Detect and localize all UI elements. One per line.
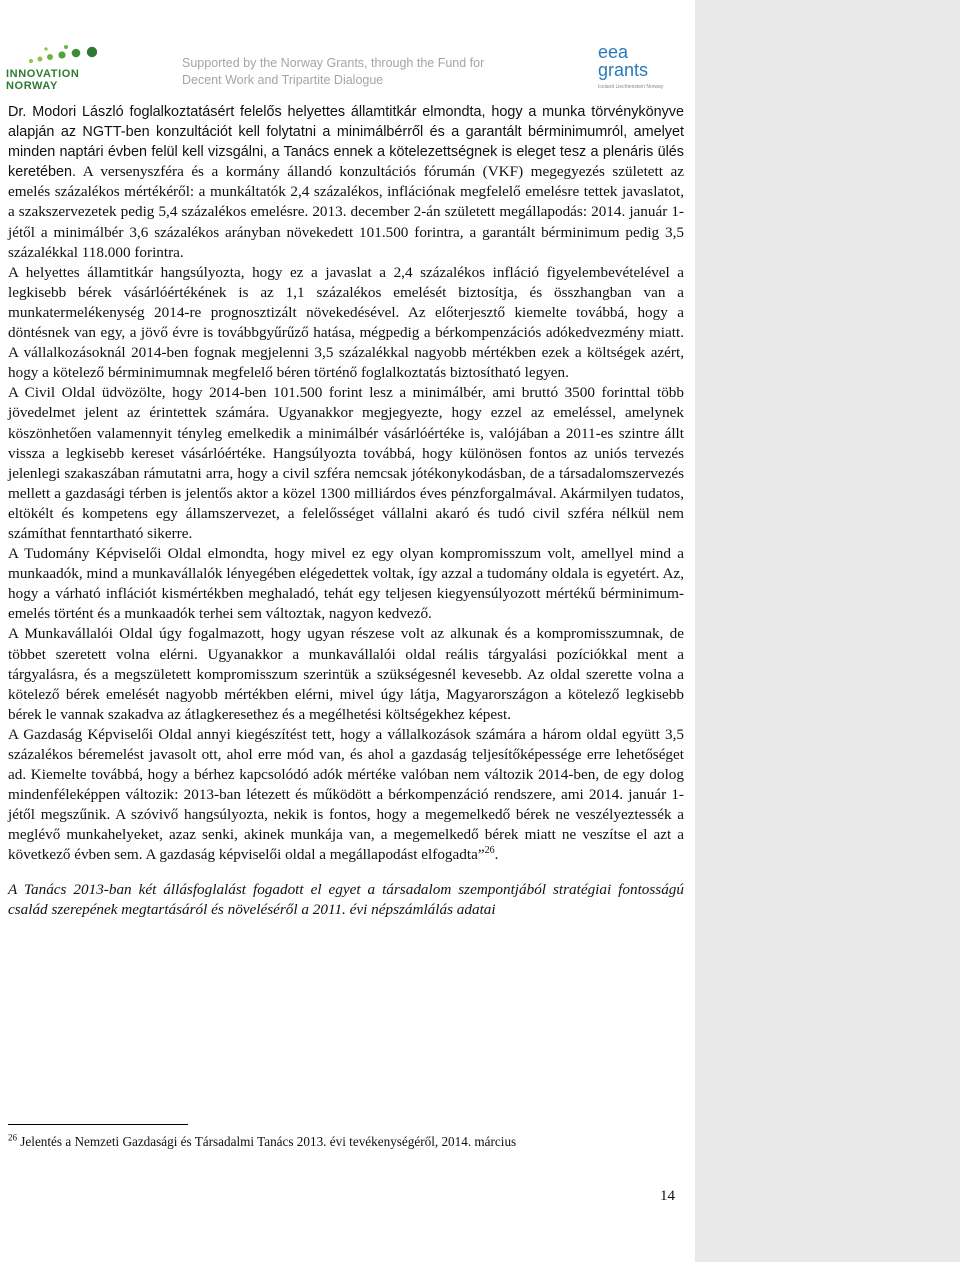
footnote-text: Jelentés a Nemzeti Gazdasági és Társadalmi Tanács 2013. évi tevékenységéről, 2014. március (20, 1134, 517, 1149)
paragraph-4: A Tudomány Képviselői Oldal elmondta, hogy mivel ez egy olyan kompromisszum volt, amellyel mind a munkaadók, mind a munkavállalók lényegében elégedettek voltak, így azzal a tudomány oldala is egyetért. Az, hogy a várható inflációt kismértékben meghaladó, tehát egy teljesen kiegyensúlyozott mértékű bérminimum-emelés történt és a munkaadók terhei sem változtak, nagyon kedvező. (8, 545, 684, 623)
paragraph-6-text: A Gazdaság Képviselői Oldal annyi kiegészítést tett, hogy a vállalkozások számára a három oldal együtt 3,5 százalékos béremelést javasolt ott, ahol erre mód van, és ahol a gazdaság teljesítőképessége erre lehetőséget ad. Kiemelte továbbá, hogy a bérhez kapcsolódó adók mértéke valóban nem változik 2014-ben, de egy dolog mindenféleképpen változik: 2013-ban létezett és működött a bérkompenzáció rendszere, ami 2014. január 1-jétől megszűnik. A szóvivő hangsúlyozta, nekik is fontos, hogy a megemelkedő bérek ne veszélyeztessék a meglévő munkahelyeket, azaz senki, akinek munkája van, a megemelkedő bérek miatt ne veszítse el azt a következő évben sem. A gazdaság képviselői oldal a megállapodást elfogadta (8, 725, 684, 864)
innovation-norway-logo (6, 44, 126, 94)
paragraph-6 (8, 725, 684, 866)
support-statement (182, 55, 542, 89)
paragraph-1b-text: A versenyszféra és a kormány állandó konzultációs fórumán (VKF) megegyezés született az emelés százalékos mértékéről: a munkáltatók 2,4 százalékos, inflációnak megfelelő emelésre tettek javaslatot, a szakszervezetek pedig 5,4 százalékos emelésre. 2013. december 2-án született megállapodás: 2014. január 1-jétől a minimálbér 3,6 százalékos arányban növekedett 101.500 forintra, a garantált bérminimum pedig 3,5 százalékkal 118.000 forintra. (8, 163, 684, 261)
eea-small-text: Iceland Liechtenstein Norway (598, 84, 664, 90)
side-panel (695, 0, 960, 1262)
paragraph-2: A helyettes államtitkár hangsúlyozta, hogy ez a javaslat a 2,4 százalékos infláció figyelembevételével a legkisebb bérek vásárlóértékének is az 1,1 százalékos emelését biztosítja, és összhangban van a munkatermelékenység 2014-re prognosztizált növekedésével. Az előterjesztő kiemelte továbbá, hogy a döntésnek van egy, a jövő évre is továbbgyűrűző hatása, mégpedig a bérkompenzációs adókedvezmény miatt. A vállalkozásoknál 2014-ben fognak megjelenni 3,5 százalékkal nagyobb mértékben ezek a költségek azért, hogy a kötelező bérminimumnak megfelelő béren történő foglalkoztatás biztosítható legyen. (8, 263, 684, 382)
paragraph-1-text: Dr. Modori László foglalkoztatásért felelős helyettes államtitkár elmondta, hogy a munka törvénykönyve alapján az NGTT-ben konzultációt kell folytatni a minimálbérről és a garantált bérminimumról, amelyet minden naptári évben felül kell vizsgálni, a Tanács ennek a kötelezettségnek is eleget tesz a plenáris ülés keretében. (8, 104, 684, 181)
footnote-number: 26 (8, 1132, 17, 1143)
document-body (8, 102, 684, 920)
logo-line-1: INNOVATION (6, 68, 80, 80)
closing-quote: ” (477, 846, 485, 864)
page-number: 14 (660, 1188, 675, 1204)
eea-word: eea (598, 42, 629, 62)
grants-word: grants (598, 60, 649, 80)
support-line-2: Decent Work and Tripartite Dialogue (182, 73, 384, 87)
paragraph-3: A Civil Oldal üdvözölte, hogy 2014-ben 101.500 forint lesz a minimálbér, ami bruttó 3500 forinttal több jövedelmet jelent az érintettek számára. Ugyanakkor megjegyezte, hogy ezzel az emeléssel, amelynek köszönhetően valamennyit tényleg emelkedik a minimálbér vásárlóértéke is, valójában a 2011-es szintre állt vissza a legkisebb kereset vásárlóértéke. Hangsúlyozta továbbá, hogy különösen fontos az uniós tervezés jelenlegi szakaszában rámutatni arra, hogy a civil szféra nemcsak jótékonykodásban, de a társadalomszervezés mellett a gazdasági térben is jelentős aktor a közel 1300 milliárdos éves pénzforgalmával. Akármilyen tudatos, eltökélt és kompetens egy államszervezet, a felelősséget vállalni akaró és tudó civil szféra nélkül nem számíthat fenntartható sikerre. (8, 384, 684, 542)
support-line-1: Supported by the Norway Grants, through the Fund for (182, 56, 485, 70)
eea-grants-logo (596, 44, 666, 96)
paragraph-5: A Munkavállalói Oldal úgy fogalmazott, hogy ugyan részese volt az alkunak és a kompromisszumnak, de többet szeretett volna elérni. Ugyanakkor a munkavállalói oldal reális tárgyalási pozíciókkal ment a tárgyalásra, és a megszületett kompromisszum szerintük a szükségesnél kevesebb. Az oldal szerette volna a kötelező bérek emelését nagyobb mértékben elérni, mivel úgy látja, Magyarországon a kötelező legkisebb bérek le vannak szakadva az átlagkeresethez és a megélhetési költségekhez képest. (8, 625, 684, 723)
paragraph-1 (8, 102, 684, 263)
paragraph-6-tail: . (494, 846, 499, 864)
innovation-norway-wordmark (6, 68, 79, 92)
footnote (8, 1134, 684, 1150)
logo-line-2: NORWAY (6, 80, 58, 92)
page-header (0, 0, 695, 100)
footnote-reference[interactable]: 26 (484, 845, 495, 857)
paragraph-7: A Tanács 2013-ban két állásfoglalást fogadott el egyet a társadalom szempontjából stratégiai fontosságú család szerepének megtartásáról és növeléséről a 2011. évi népszámlálás adatai (8, 880, 684, 918)
innovation-dots-icon (26, 44, 126, 66)
footnote-divider (8, 1124, 188, 1125)
